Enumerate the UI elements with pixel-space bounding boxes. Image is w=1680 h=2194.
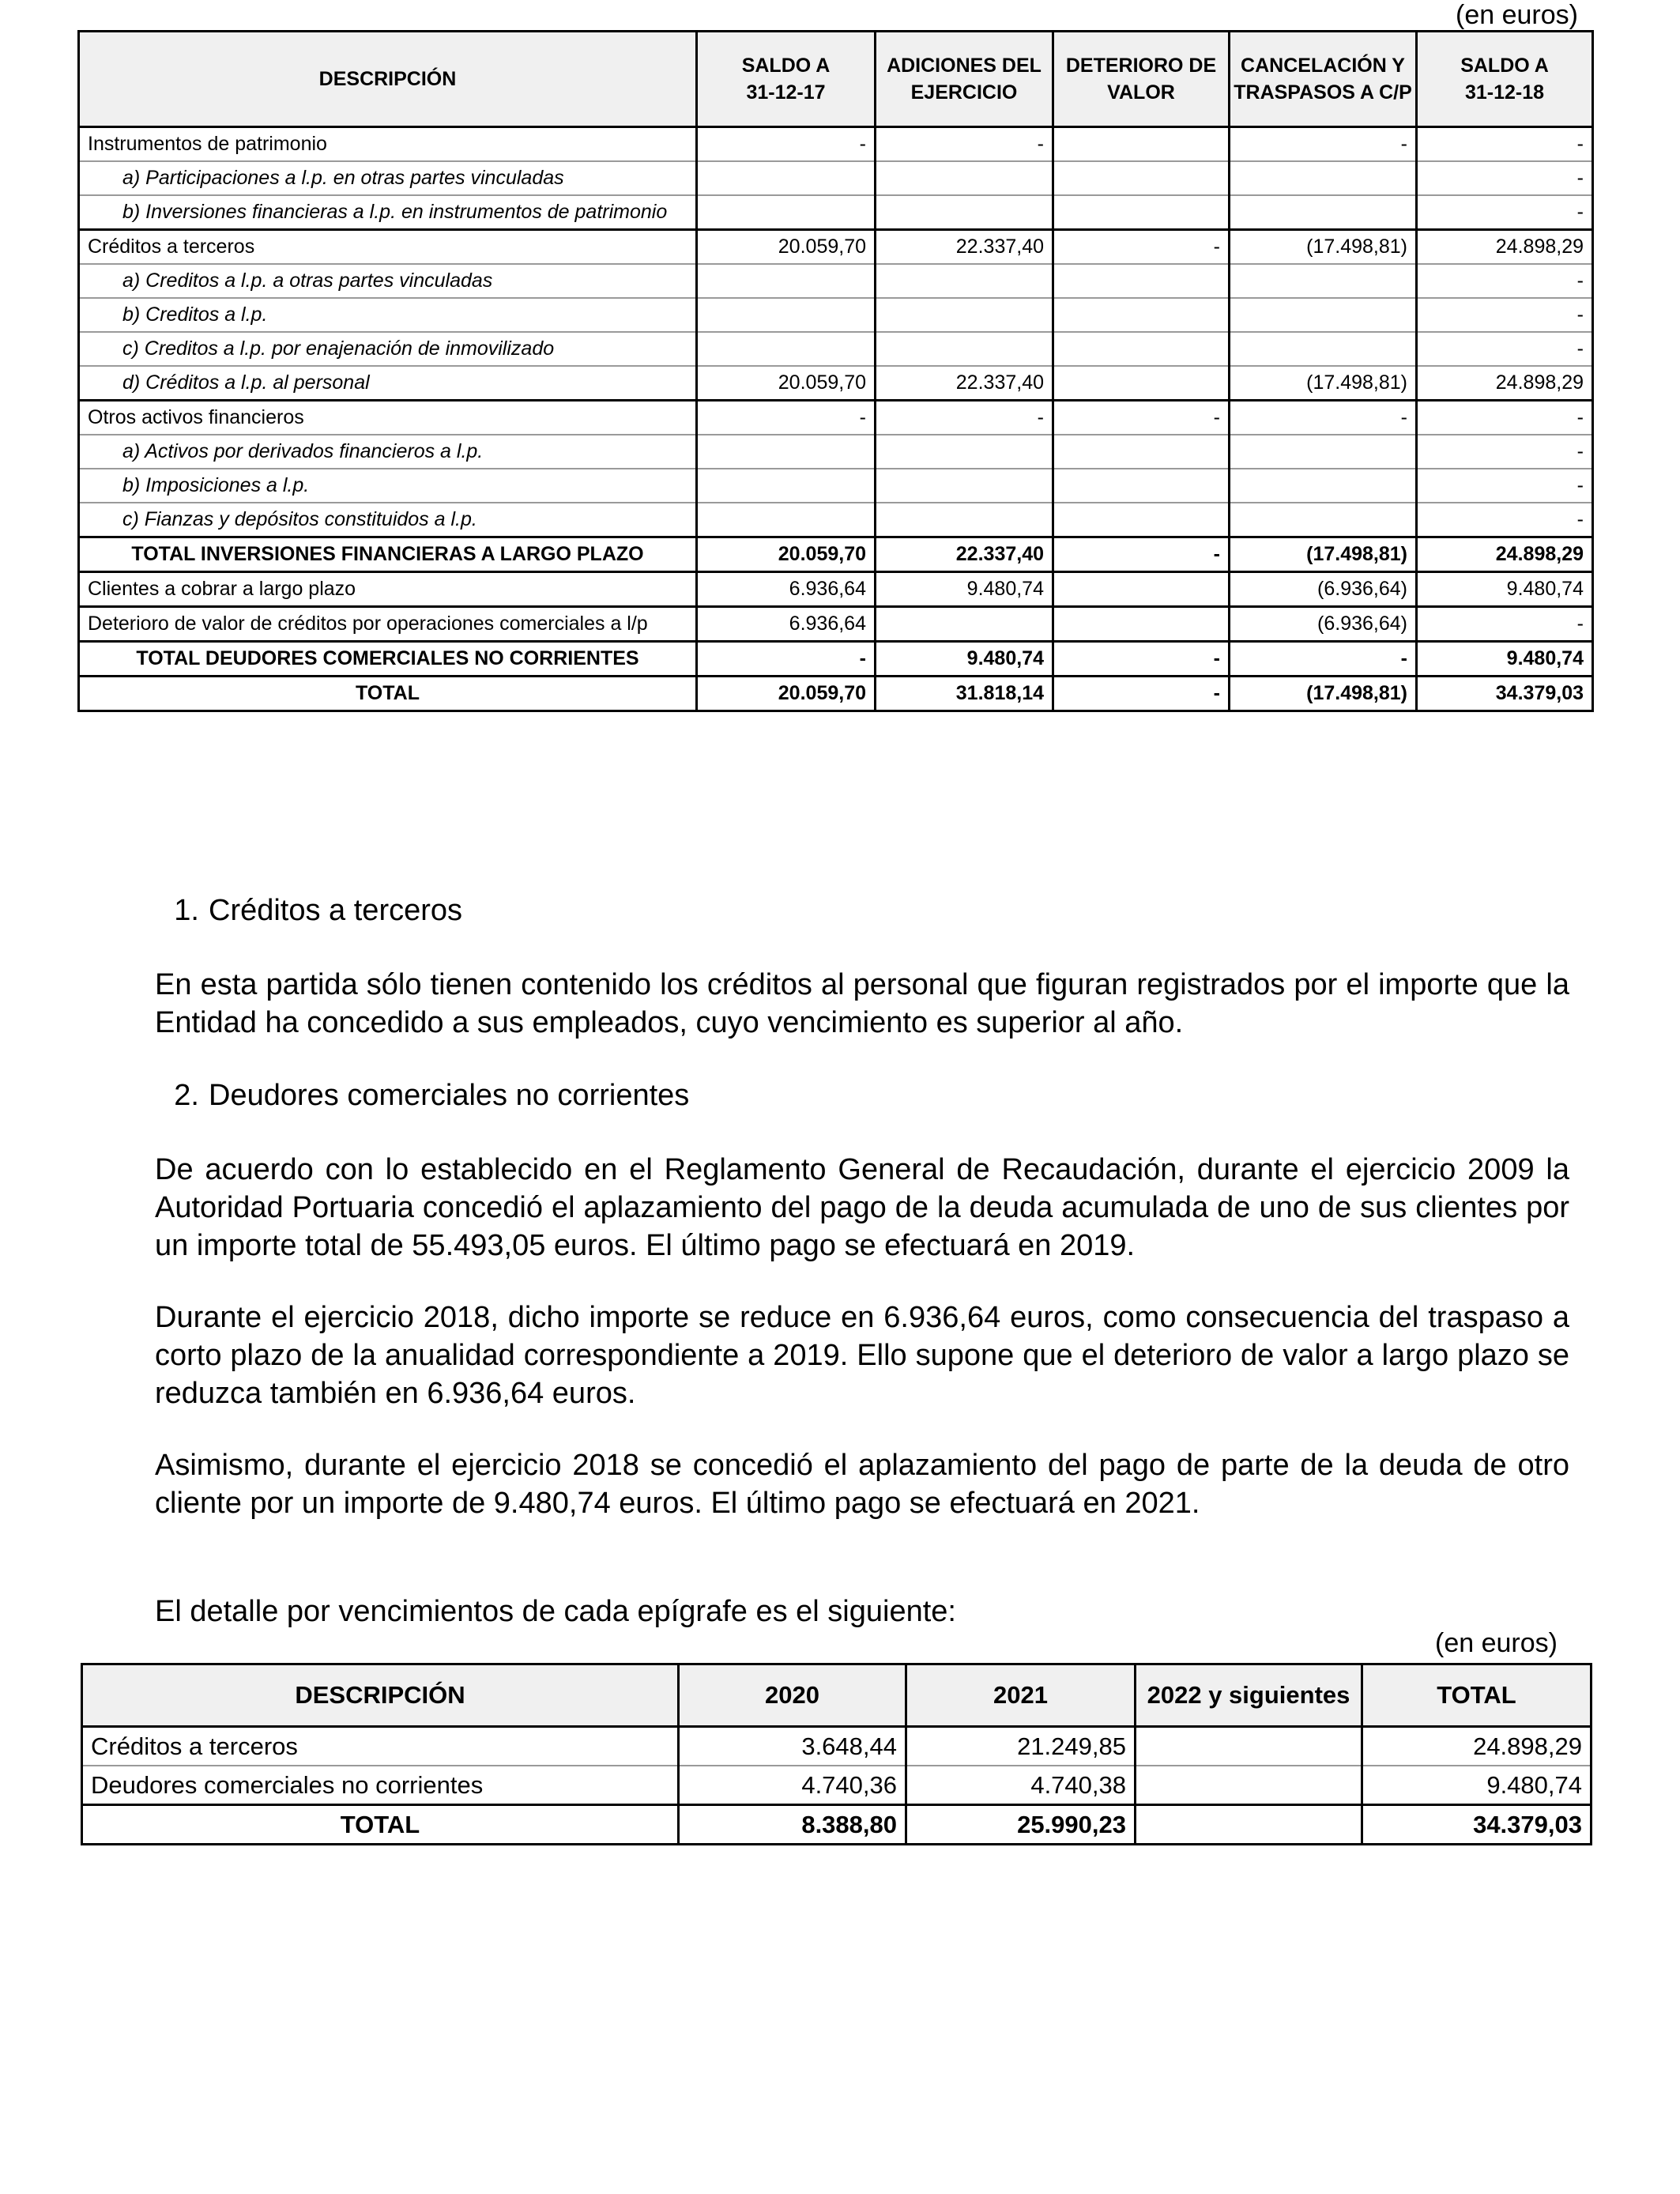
cell-value	[1136, 1766, 1362, 1805]
table-row	[79, 366, 1593, 401]
cell-value: -	[1417, 401, 1593, 435]
cell-value	[1136, 1805, 1362, 1845]
column-header	[1136, 1664, 1362, 1727]
cell-value	[1230, 469, 1417, 503]
row-description: TOTAL INVERSIONES FINANCIERAS A LARGO PLAZO	[79, 537, 697, 572]
cell-value: 8.388,80	[679, 1805, 906, 1845]
cell-value: 20.059,70	[697, 230, 876, 265]
table-row	[82, 1805, 1591, 1845]
column-header	[1362, 1664, 1591, 1727]
cell-value	[697, 469, 876, 503]
row-description: b) Creditos a l.p.	[79, 298, 697, 332]
cell-value	[876, 332, 1053, 366]
row-description: a) Creditos a l.p. a otras partes vinculadas	[79, 264, 697, 298]
header-text: SALDO A	[1460, 55, 1549, 77]
header-text: DESCRIPCIÓN	[295, 1681, 465, 1709]
header-text: 2021	[993, 1681, 1048, 1709]
cell-value	[697, 435, 876, 469]
header-text: DETERIORO DE	[1065, 55, 1217, 77]
cell-value	[697, 195, 876, 230]
cell-value	[1053, 332, 1230, 366]
cell-value	[1230, 503, 1417, 537]
row-description: c) Creditos a l.p. por enajenación de inmovilizado	[79, 332, 697, 366]
cell-value	[697, 332, 876, 366]
cell-value: -	[1053, 642, 1230, 677]
header-text: EJERCICIO	[910, 81, 1018, 104]
table-row	[79, 677, 1593, 711]
cell-value	[876, 503, 1053, 537]
cell-value: -	[876, 127, 1053, 162]
table-row	[82, 1727, 1591, 1766]
cell-value	[1230, 161, 1417, 195]
cell-value: -	[1230, 642, 1417, 677]
paragraph: Durante el ejercicio 2018, dicho importe se reduce en 6.936,64 euros, como consecuencia del traspaso a corto plazo de la anualidad correspondiente a 2019. Ello supone que el deterioro de valor a largo plazo se reduzca también en 6.936,64 euros.	[155, 1301, 1569, 1410]
unit-label-bottom: (en euros)	[1435, 1628, 1558, 1658]
table-row	[79, 195, 1593, 230]
row-description: TOTAL	[79, 677, 697, 711]
table-row	[79, 401, 1593, 435]
paragraph: En esta partida sólo tienen contenido los créditos al personal que figuran registrados por el importe que la Entidad ha concedido a sus empleados, cuyo vencimiento es superior al año.	[155, 968, 1569, 1039]
cell-value: (6.936,64)	[1230, 572, 1417, 607]
table-row	[79, 264, 1593, 298]
row-description: Otros activos financieros	[79, 401, 697, 435]
row-description: Créditos a terceros	[79, 230, 697, 265]
column-header	[1417, 32, 1593, 127]
cell-value: 6.936,64	[697, 572, 876, 607]
row-description: Deudores comerciales no corrientes	[82, 1766, 679, 1805]
row-description: Créditos a terceros	[82, 1727, 679, 1766]
cell-value: (17.498,81)	[1230, 366, 1417, 401]
cell-value: 24.898,29	[1362, 1727, 1591, 1766]
table-row	[82, 1766, 1591, 1805]
cell-value: 24.898,29	[1417, 366, 1593, 401]
paragraph: Asimismo, durante el ejercicio 2018 se concedió el aplazamiento del pago de parte de la deuda de otro cliente por un importe de 9.480,74 euros. El último pago se efectuará en 2021.	[155, 1449, 1569, 1520]
cell-value	[876, 195, 1053, 230]
cell-value	[1230, 435, 1417, 469]
row-description: b) Inversiones financieras a l.p. en instrumentos de patrimonio	[79, 195, 697, 230]
cell-value: -	[1417, 332, 1593, 366]
cell-value: -	[1417, 127, 1593, 162]
cell-value: 20.059,70	[697, 677, 876, 711]
cell-value: 4.740,36	[679, 1766, 906, 1805]
cell-value: 9.480,74	[1417, 642, 1593, 677]
section-2-para-3	[155, 1446, 1569, 1522]
row-description: d) Créditos a l.p. al personal	[79, 366, 697, 401]
cell-value: (17.498,81)	[1230, 537, 1417, 572]
section-number: 1.	[174, 894, 199, 927]
cell-value	[1230, 195, 1417, 230]
cell-value	[876, 264, 1053, 298]
cell-value: -	[1230, 401, 1417, 435]
header-text: 2022 y siguientes	[1147, 1681, 1350, 1709]
cell-value: (6.936,64)	[1230, 607, 1417, 642]
cell-value	[1053, 161, 1230, 195]
column-header	[1053, 32, 1230, 127]
cell-value	[697, 298, 876, 332]
cell-value: -	[1053, 230, 1230, 265]
column-header	[82, 1664, 679, 1727]
column-header	[1230, 32, 1417, 127]
cell-value	[1053, 264, 1230, 298]
cell-value: -	[1417, 264, 1593, 298]
cell-value: -	[1053, 677, 1230, 711]
header-text: ADICIONES DEL	[887, 55, 1042, 77]
cell-value	[876, 435, 1053, 469]
cell-value: (17.498,81)	[1230, 230, 1417, 265]
table-row	[79, 642, 1593, 677]
cell-value: 31.818,14	[876, 677, 1053, 711]
cell-value	[1053, 298, 1230, 332]
cell-value	[1053, 469, 1230, 503]
row-description: TOTAL	[82, 1805, 679, 1845]
cell-value	[1230, 332, 1417, 366]
cell-value: 4.740,38	[906, 1766, 1136, 1805]
cell-value: -	[1417, 469, 1593, 503]
cell-value: 9.480,74	[876, 572, 1053, 607]
detail-intro	[155, 1593, 1569, 1630]
cell-value: 22.337,40	[876, 537, 1053, 572]
header-text: TRASPASOS A C/P	[1234, 81, 1412, 104]
cell-value	[1053, 366, 1230, 401]
cell-value: 25.990,23	[906, 1805, 1136, 1845]
table-header-row	[79, 32, 1593, 127]
table-row	[79, 298, 1593, 332]
row-description: a) Activos por derivados financieros a l.p.	[79, 435, 697, 469]
row-description: Instrumentos de patrimonio	[79, 127, 697, 162]
section-heading-1	[155, 892, 462, 929]
cell-value: 3.648,44	[679, 1727, 906, 1766]
table-row	[79, 607, 1593, 642]
cell-value	[1053, 195, 1230, 230]
cell-value	[1053, 607, 1230, 642]
cell-value: -	[876, 401, 1053, 435]
header-text: 2020	[765, 1681, 819, 1709]
cell-value	[876, 298, 1053, 332]
cell-value: 9.480,74	[1417, 572, 1593, 607]
section-1-body	[155, 966, 1569, 1042]
cell-value	[876, 469, 1053, 503]
cell-value: 24.898,29	[1417, 230, 1593, 265]
cell-value	[1053, 435, 1230, 469]
header-text: TOTAL	[1437, 1681, 1516, 1709]
cell-value: 21.249,85	[906, 1727, 1136, 1766]
header-text: CANCELACIÓN Y	[1241, 55, 1405, 77]
cell-value: -	[1053, 537, 1230, 572]
row-description: c) Fianzas y depósitos constituidos a l.p.	[79, 503, 697, 537]
row-description: a) Participaciones a l.p. en otras partes vinculadas	[79, 161, 697, 195]
table-row	[79, 503, 1593, 537]
column-header	[906, 1664, 1136, 1727]
cell-value: 20.059,70	[697, 537, 876, 572]
cell-value: 34.379,03	[1417, 677, 1593, 711]
cell-value: 22.337,40	[876, 230, 1053, 265]
section-title: Deudores comerciales no corrientes	[209, 1079, 690, 1112]
table-row	[79, 572, 1593, 607]
cell-value: 9.480,74	[1362, 1766, 1591, 1805]
column-header	[679, 1664, 906, 1727]
header-text: DESCRIPCIÓN	[318, 68, 457, 90]
cell-value: -	[1417, 607, 1593, 642]
cell-value	[876, 607, 1053, 642]
header-text: 31-12-18	[1464, 81, 1545, 104]
cell-value: -	[697, 401, 876, 435]
section-2-para-1	[155, 1151, 1569, 1265]
cell-value: -	[1417, 195, 1593, 230]
header-text: VALOR	[1107, 81, 1175, 104]
cell-value: 9.480,74	[876, 642, 1053, 677]
cell-value: 20.059,70	[697, 366, 876, 401]
cell-value: -	[1417, 503, 1593, 537]
investments-table	[77, 30, 1594, 712]
cell-value	[1053, 572, 1230, 607]
paragraph: El detalle por vencimientos de cada epígrafe es el siguiente:	[155, 1595, 956, 1628]
section-number: 2.	[174, 1079, 199, 1112]
column-header	[876, 32, 1053, 127]
table-row	[79, 537, 1593, 572]
cell-value	[876, 161, 1053, 195]
header-text: SALDO A	[741, 55, 831, 77]
row-description: Deterioro de valor de créditos por operaciones comerciales a l/p	[79, 607, 697, 642]
cell-value: -	[697, 642, 876, 677]
row-description: Clientes a cobrar a largo plazo	[79, 572, 697, 607]
column-header	[79, 32, 697, 127]
cell-value	[1136, 1727, 1362, 1766]
section-2-para-2	[155, 1299, 1569, 1412]
header-text: 31-12-17	[746, 81, 826, 104]
cell-value: -	[697, 127, 876, 162]
table-row	[79, 230, 1593, 265]
section-title: Créditos a terceros	[209, 894, 463, 927]
cell-value: -	[1230, 127, 1417, 162]
table-row	[79, 127, 1593, 162]
cell-value	[697, 161, 876, 195]
row-description: b) Imposiciones a l.p.	[79, 469, 697, 503]
column-header	[697, 32, 876, 127]
maturity-table	[81, 1663, 1592, 1845]
table-row	[79, 332, 1593, 366]
cell-value	[1053, 503, 1230, 537]
cell-value	[1230, 298, 1417, 332]
cell-value: -	[1053, 401, 1230, 435]
paragraph: De acuerdo con lo establecido en el Reglamento General de Recaudación, durante el ejercicio 2009 la Autoridad Portuaria concedió el aplazamiento del pago de la deuda acumulada de uno de sus clientes por un importe total de 55.493,05 euros. El último pago se efectuará en 2019.	[155, 1153, 1569, 1262]
cell-value: 34.379,03	[1362, 1805, 1591, 1845]
table-header-row	[82, 1664, 1591, 1727]
section-heading-2	[155, 1076, 689, 1114]
cell-value: -	[1417, 435, 1593, 469]
table-row	[79, 435, 1593, 469]
unit-label-top: (en euros)	[1456, 0, 1578, 30]
cell-value: -	[1417, 161, 1593, 195]
table-row	[79, 469, 1593, 503]
cell-value	[697, 503, 876, 537]
table-row	[79, 161, 1593, 195]
cell-value: 6.936,64	[697, 607, 876, 642]
cell-value: 22.337,40	[876, 366, 1053, 401]
cell-value	[697, 264, 876, 298]
cell-value: -	[1417, 298, 1593, 332]
cell-value	[1053, 127, 1230, 162]
cell-value: (17.498,81)	[1230, 677, 1417, 711]
cell-value: 24.898,29	[1417, 537, 1593, 572]
row-description: TOTAL DEUDORES COMERCIALES NO CORRIENTES	[79, 642, 697, 677]
cell-value	[1230, 264, 1417, 298]
